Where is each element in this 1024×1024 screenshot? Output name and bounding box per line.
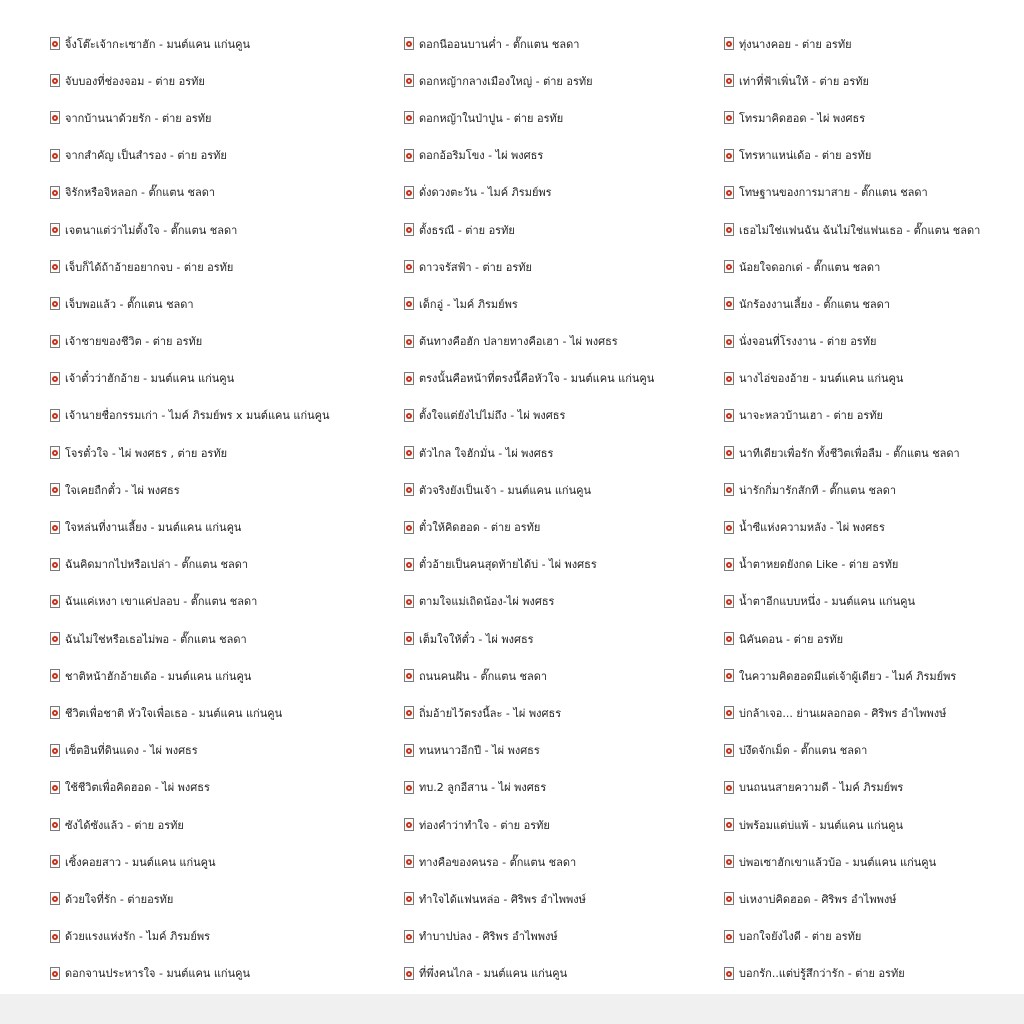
file-item-label: นาจะหลวบ้านเฮา - ต่าย อรทัย <box>739 409 883 423</box>
file-item[interactable] <box>0 62 350 99</box>
media-file-icon <box>50 372 60 385</box>
file-item[interactable] <box>350 397 674 434</box>
media-file-icon <box>724 706 734 719</box>
media-file-icon <box>50 409 60 422</box>
media-file-icon <box>404 632 414 645</box>
media-file-icon <box>404 297 414 310</box>
file-item-label: นิคันดอน - ต่าย อรทัย <box>739 632 844 646</box>
file-item-label: ซังได้ซังแล้ว - ต่าย อรทัย <box>65 818 184 832</box>
file-item[interactable] <box>350 434 674 471</box>
media-file-icon <box>404 223 414 236</box>
file-item[interactable] <box>674 285 1024 322</box>
file-item[interactable] <box>0 508 350 545</box>
file-item[interactable] <box>350 174 674 211</box>
media-file-icon <box>724 967 734 980</box>
file-item-label: เด็กอู่ - ไมค์ ภิรมย์พร <box>419 297 518 311</box>
file-item-label: โทรมาคิดฮอด - ไผ่ พงศธร <box>739 111 866 125</box>
file-item[interactable] <box>0 657 350 694</box>
file-item-label: ฉันแค่เหงา เขาแค่ปลอบ - ตั๊กแตน ชลดา <box>65 595 258 609</box>
file-item[interactable] <box>674 137 1024 174</box>
file-item[interactable] <box>350 769 674 806</box>
file-item[interactable] <box>350 732 674 769</box>
file-item-label: เจ็บพอแล้ว - ตั๊กแตน ชลดา <box>65 297 194 311</box>
file-item[interactable] <box>350 323 674 360</box>
file-item[interactable] <box>674 471 1024 508</box>
file-item[interactable] <box>350 843 674 880</box>
file-item-label: น้ำตาหยดยังกด Like - ต่าย อรทัย <box>739 558 899 572</box>
file-item[interactable] <box>674 360 1024 397</box>
media-file-icon <box>404 892 414 905</box>
file-item-label: จิ้งโต๊ะเจ้ากะเซาฮัก - มนต์แคน แก่นคูน <box>65 37 250 51</box>
file-item[interactable] <box>0 546 350 583</box>
file-item[interactable] <box>350 880 674 917</box>
media-file-icon <box>724 446 734 459</box>
file-item[interactable] <box>0 174 350 211</box>
file-item[interactable] <box>674 694 1024 731</box>
file-item[interactable] <box>350 99 674 136</box>
media-file-icon <box>404 149 414 162</box>
media-file-icon <box>404 335 414 348</box>
media-file-icon <box>724 521 734 534</box>
media-file-icon <box>50 111 60 124</box>
file-item[interactable] <box>0 471 350 508</box>
file-item-label: ใจเคยถืกตั๋ว - ไผ่ พงศธร <box>65 483 180 497</box>
file-item-label: ตัวจริงยังเป็นเจ้า - มนต์แคน แก่นคูน <box>419 483 591 497</box>
file-item[interactable] <box>350 694 674 731</box>
media-file-icon <box>404 706 414 719</box>
media-file-icon <box>50 669 60 682</box>
media-file-icon <box>50 781 60 794</box>
media-file-icon <box>50 855 60 868</box>
file-item-label: น้อยใจดอกเด่ - ตั๊กแตน ชลดา <box>739 260 881 274</box>
file-item-label: ฉันคิดมากไปหรือเปล่า - ตั๊กแตน ชลดา <box>65 558 249 572</box>
media-file-icon <box>50 223 60 236</box>
file-item-label: นักร้องงานเลี้ยง - ตั๊กแตน ชลดา <box>739 297 890 311</box>
file-item-label: บ่กล้าเจอ... ย่านเผลอกอด - ศิริพร อำไพพงษ์ <box>739 706 947 720</box>
file-item[interactable] <box>350 918 674 955</box>
file-item[interactable] <box>0 732 350 769</box>
media-file-icon <box>404 595 414 608</box>
file-item-label: ใจหล่นที่งานเลี้ยง - มนต์แคน แก่นคูน <box>65 521 242 535</box>
file-item[interactable] <box>674 434 1024 471</box>
file-item[interactable] <box>0 694 350 731</box>
file-item[interactable] <box>350 657 674 694</box>
file-item-label: จากสำคัญ เป็นสำรอง - ต่าย อรทัย <box>65 149 227 163</box>
file-item-label: ตั้งใจแต่ยังไปไม่ถึง - ไผ่ พงศธร <box>419 409 566 423</box>
media-file-icon <box>724 149 734 162</box>
file-item[interactable] <box>0 918 350 955</box>
media-file-icon <box>50 558 60 571</box>
file-item-label: ชาติหน้าฮักอ้ายเด้อ - มนต์แคน แก่นคูน <box>65 669 252 683</box>
file-item[interactable] <box>350 955 674 992</box>
file-item[interactable] <box>350 806 674 843</box>
file-item[interactable] <box>0 434 350 471</box>
media-file-icon <box>404 74 414 87</box>
media-file-icon <box>724 260 734 273</box>
file-item[interactable] <box>350 620 674 657</box>
file-item[interactable] <box>674 843 1024 880</box>
file-item-label: น่ารักกิ่มารักสักที - ตั๊กแตน ชลดา <box>739 483 897 497</box>
media-file-icon <box>724 111 734 124</box>
media-file-icon <box>50 706 60 719</box>
file-item[interactable] <box>350 471 674 508</box>
file-item[interactable] <box>674 25 1024 62</box>
file-item[interactable] <box>0 211 350 248</box>
media-file-icon <box>50 297 60 310</box>
file-item[interactable] <box>0 880 350 917</box>
file-item[interactable] <box>350 583 674 620</box>
file-item[interactable] <box>674 918 1024 955</box>
bottom-bar <box>0 994 1024 1024</box>
media-file-icon <box>724 595 734 608</box>
media-file-icon <box>404 37 414 50</box>
file-item-label: นาทีเดียวเพื่อรัก ทั้งชีวิตเพื่อลืม - ตั๊กแตน ชลดา <box>739 446 960 460</box>
file-item-label: โจรตั๋วใจ - ไผ่ พงศธร , ต่าย อรทัย <box>65 446 228 460</box>
media-file-icon <box>404 111 414 124</box>
file-item[interactable] <box>674 583 1024 620</box>
media-file-icon <box>724 632 734 645</box>
file-item-label: เธอไม่ใช่แฟนฉัน ฉันไม่ใช่แฟนเธอ - ตั๊กแตน ชลดา <box>739 223 981 237</box>
file-item-label: นั่งจอนที่โรงงาน - ต่าย อรทัย <box>739 335 877 349</box>
file-item[interactable] <box>674 174 1024 211</box>
file-item-label: ด้วยใจที่รัก - ต่ายอรทัย <box>65 892 174 906</box>
file-list-grid <box>0 25 1024 1000</box>
file-item-label: ตั้งธรณี - ต่าย อรทัย <box>419 223 515 237</box>
file-item-label: ใช้ชีวิตเพื่อคิดฮอด - ไผ่ พงศธร <box>65 781 210 795</box>
file-item[interactable] <box>350 62 674 99</box>
media-file-icon <box>724 409 734 422</box>
file-item-label: น้ำซีแห่งความหลัง - ไผ่ พงศธร <box>739 521 885 535</box>
file-item-label: ดอกอ้อริมโขง - ไผ่ พงศธร <box>419 149 544 163</box>
media-file-icon <box>404 781 414 794</box>
media-file-icon <box>50 892 60 905</box>
file-item[interactable] <box>0 323 350 360</box>
file-item-label: จิรักหรือจิหลอก - ตั๊กแตน ชลดา <box>65 186 216 200</box>
file-item-label: เท่าที่ฟ้าเพิ่นให้ - ต่าย อรทัย <box>739 74 869 88</box>
media-file-icon <box>724 781 734 794</box>
media-file-icon <box>404 818 414 831</box>
file-item-label: บ่พอเซาฮักเขาแล้วบ้อ - มนต์แคน แก่นคูน <box>739 855 937 869</box>
media-file-icon <box>724 186 734 199</box>
file-item[interactable] <box>0 360 350 397</box>
media-file-icon <box>724 744 734 757</box>
media-file-icon <box>50 595 60 608</box>
file-item[interactable] <box>674 880 1024 917</box>
file-item-label: ตั๋วอ้ายเป็นคนสุดท้ายได้บ่ - ไผ่ พงศธร <box>419 558 597 572</box>
media-file-icon <box>404 744 414 757</box>
file-item[interactable] <box>0 843 350 880</box>
file-item-label: ทนหนาวอีกปี - ไผ่ พงศธร <box>419 744 540 758</box>
file-item-label: ต้นทางคือฮัก ปลายทางคือเฮา - ไผ่ พงศธร <box>419 335 618 349</box>
media-file-icon <box>724 223 734 236</box>
file-item[interactable] <box>350 137 674 174</box>
file-item-label: เซ็ตอินที่ดินแดง - ไผ่ พงศธร <box>65 744 198 758</box>
file-item-label: ดั่งดวงตะวัน - ไมค์ ภิรมย์พร <box>419 186 552 200</box>
media-file-icon <box>724 855 734 868</box>
media-file-icon <box>724 669 734 682</box>
file-item[interactable] <box>0 620 350 657</box>
file-item-label: เจ้านายชื่อกรรมเก่า - ไมค์ ภิรมย์พร x มนต์แคน แก่นคูน <box>65 409 330 423</box>
file-item-label: เซิ้งคอยสาว - มนต์แคน แก่นคูน <box>65 855 216 869</box>
file-item[interactable] <box>674 657 1024 694</box>
media-file-icon <box>50 744 60 757</box>
file-item[interactable] <box>350 25 674 62</box>
file-item[interactable] <box>0 769 350 806</box>
media-file-icon <box>724 37 734 50</box>
media-file-icon <box>404 409 414 422</box>
media-file-icon <box>50 967 60 980</box>
file-item-label: ด้วยแรงแห่งรัก - ไมค์ ภิรมย์พร <box>65 930 211 944</box>
file-item[interactable] <box>350 508 674 545</box>
file-item[interactable] <box>674 323 1024 360</box>
file-item-label: เจ้าชายของชีวิต - ต่าย อรทัย <box>65 335 203 349</box>
file-item[interactable] <box>674 211 1024 248</box>
file-item-label: บอกรัก..แต่บ่รู้สึกว่ารัก - ต่าย อรทัย <box>739 967 905 981</box>
file-item-label: ทบ.2 ลูกอีสาน - ไผ่ พงศธร <box>419 781 547 795</box>
media-file-icon <box>404 372 414 385</box>
file-item-label: ถนนคนฝัน - ตั๊กแตน ชลดา <box>419 669 548 683</box>
media-file-icon <box>724 818 734 831</box>
file-item-label: ฉันไม่ใช่หรือเธอไม่พอ - ตั๊กแตน ชลดา <box>65 632 247 646</box>
media-file-icon <box>724 558 734 571</box>
file-item[interactable] <box>350 360 674 397</box>
file-item[interactable] <box>674 546 1024 583</box>
file-item[interactable] <box>0 583 350 620</box>
file-item-label: ทางคือของคนรอ - ตั๊กแตน ชลดา <box>419 855 577 869</box>
media-file-icon <box>50 37 60 50</box>
file-item[interactable] <box>674 62 1024 99</box>
media-file-icon <box>404 446 414 459</box>
file-item-label: ทำใจได้แฟนหล่อ - ศิริพร อำไพพงษ์ <box>419 892 586 906</box>
file-item-label: น้ำตาอีกแบบหนึ่ง - มนต์แคน แก่นคูน <box>739 595 915 609</box>
media-file-icon <box>50 632 60 645</box>
file-item[interactable] <box>0 25 350 62</box>
media-file-icon <box>724 372 734 385</box>
file-item[interactable] <box>674 769 1024 806</box>
file-item-label: นางไอ่ของอ้าย - มนต์แคน แก่นคูน <box>739 372 904 386</box>
file-item[interactable] <box>674 508 1024 545</box>
file-item[interactable] <box>674 732 1024 769</box>
media-file-icon <box>50 186 60 199</box>
file-item[interactable] <box>350 248 674 285</box>
file-item[interactable] <box>0 806 350 843</box>
file-item-label: เจตนาแต่ว่าไม่ตั้งใจ - ตั๊กแตน ชลดา <box>65 223 238 237</box>
file-item-label: บ่งึดจักเม็ด - ตั๊กแตน ชลดา <box>739 744 868 758</box>
file-item[interactable] <box>0 99 350 136</box>
media-file-icon <box>50 930 60 943</box>
media-file-icon <box>50 74 60 87</box>
file-item-label: ที่พึ่งคนไกล - มนต์แคน แก่นคูน <box>419 967 568 981</box>
media-file-icon <box>50 260 60 273</box>
media-file-icon <box>404 967 414 980</box>
file-item-label: ดอกหญ้ากลางเมืองใหญ่ - ต่าย อรทัย <box>419 74 593 88</box>
media-file-icon <box>50 149 60 162</box>
media-file-icon <box>404 260 414 273</box>
file-item[interactable] <box>0 285 350 322</box>
media-file-icon <box>724 74 734 87</box>
file-item-label: ตั๋วให้คิดฮอด - ต่าย อรทัย <box>419 521 541 535</box>
file-item-label: ตรงนั้นคือหน้าที่ตรงนี้คือหัวใจ - มนต์แคน แก่นคูน <box>419 372 655 386</box>
media-file-icon <box>404 521 414 534</box>
file-item-label: ชีวิตเพื่อชาติ หัวใจเพื่อเธอ - มนต์แคน แก่นคูน <box>65 706 283 720</box>
file-item-label: ดาวจรัสฟ้า - ต่าย อรทัย <box>419 260 532 274</box>
media-file-icon <box>404 669 414 682</box>
media-file-icon <box>724 297 734 310</box>
file-item[interactable] <box>674 955 1024 992</box>
file-item[interactable] <box>0 955 350 992</box>
file-item-label: เจ็บก็ได้ถ้าอ้ายอยากจบ - ต่าย อรทัย <box>65 260 234 274</box>
file-item[interactable] <box>674 620 1024 657</box>
file-item[interactable] <box>350 285 674 322</box>
file-item-label: ท่องคำว่าทำใจ - ต่าย อรทัย <box>419 818 550 832</box>
file-item[interactable] <box>674 397 1024 434</box>
file-item[interactable] <box>674 99 1024 136</box>
file-item-label: บ่พร้อมแต่บ่แพ้ - มนต์แคน แก่นคูน <box>739 818 904 832</box>
media-file-icon <box>50 335 60 348</box>
media-file-icon <box>50 483 60 496</box>
file-item-label: ตามใจแม่เถิดน้อง-ไผ่ พงศธร <box>419 595 555 609</box>
file-item-label: ทำบาปบ่ลง - ศิริพร อำไพพงษ์ <box>419 930 558 944</box>
file-item-label: เต็มใจให้ตั๋ว - ไผ่ พงศธร <box>419 632 534 646</box>
media-file-icon <box>724 892 734 905</box>
file-item-label: บนถนนสายความดี - ไมค์ ภิรมย์พร <box>739 781 904 795</box>
file-item-label: ตัวไกล ใจฮักมั่น - ไผ่ พงศธร <box>419 446 554 460</box>
media-file-icon <box>724 483 734 496</box>
media-file-icon <box>404 930 414 943</box>
file-item-label: ดอกจานประหารใจ - มนต์แคน แก่นคูน <box>65 967 250 981</box>
file-item[interactable] <box>0 248 350 285</box>
media-file-icon <box>404 558 414 571</box>
file-item[interactable] <box>674 248 1024 285</box>
file-item-label: เจ้าตั๋วว่าฮักอ้าย - มนต์แคน แก่นคูน <box>65 372 235 386</box>
file-item-label: จับบองที่ช่องจอม - ต่าย อรทัย <box>65 74 205 88</box>
file-item-label: บอกใจยังไงดี - ต่าย อรทัย <box>739 930 862 944</box>
media-file-icon <box>50 446 60 459</box>
file-item-label: โทษฐานของการมาสาย - ตั๊กแตน ชลดา <box>739 186 928 200</box>
file-item[interactable] <box>674 806 1024 843</box>
media-file-icon <box>50 521 60 534</box>
media-file-icon <box>404 186 414 199</box>
media-file-icon <box>404 483 414 496</box>
file-item[interactable] <box>0 397 350 434</box>
file-item-label: จากบ้านนาด้วยรัก - ต่าย อรทัย <box>65 111 212 125</box>
file-item-label: โทรหาแหน่เด้อ - ต่าย อรทัย <box>739 149 872 163</box>
file-item-label: ถิ่มอ้ายไว้ตรงนี้ละ - ไผ่ พงศธร <box>419 706 562 720</box>
media-file-icon <box>724 335 734 348</box>
file-item-label: ดอกหญ้าในป่าปูน - ต่าย อรทัย <box>419 111 564 125</box>
file-item-label: ทุ่งนางคอย - ต่าย อรทัย <box>739 37 852 51</box>
file-item-label: ดอกนีออนบานค่ำ - ตั๊กแตน ชลดา <box>419 37 580 51</box>
media-file-icon <box>50 818 60 831</box>
file-item[interactable] <box>350 211 674 248</box>
file-item-label: ในความคิดฮอดมีแต่เจ้าผู้เดียว - ไมค์ ภิรมย์พร <box>739 669 957 683</box>
media-file-icon <box>404 855 414 868</box>
media-file-icon <box>724 930 734 943</box>
file-item-label: บ่เหงาบ่คิดฮอด - ศิริพร อำไพพงษ์ <box>739 892 897 906</box>
file-item[interactable] <box>0 137 350 174</box>
file-item[interactable] <box>350 546 674 583</box>
